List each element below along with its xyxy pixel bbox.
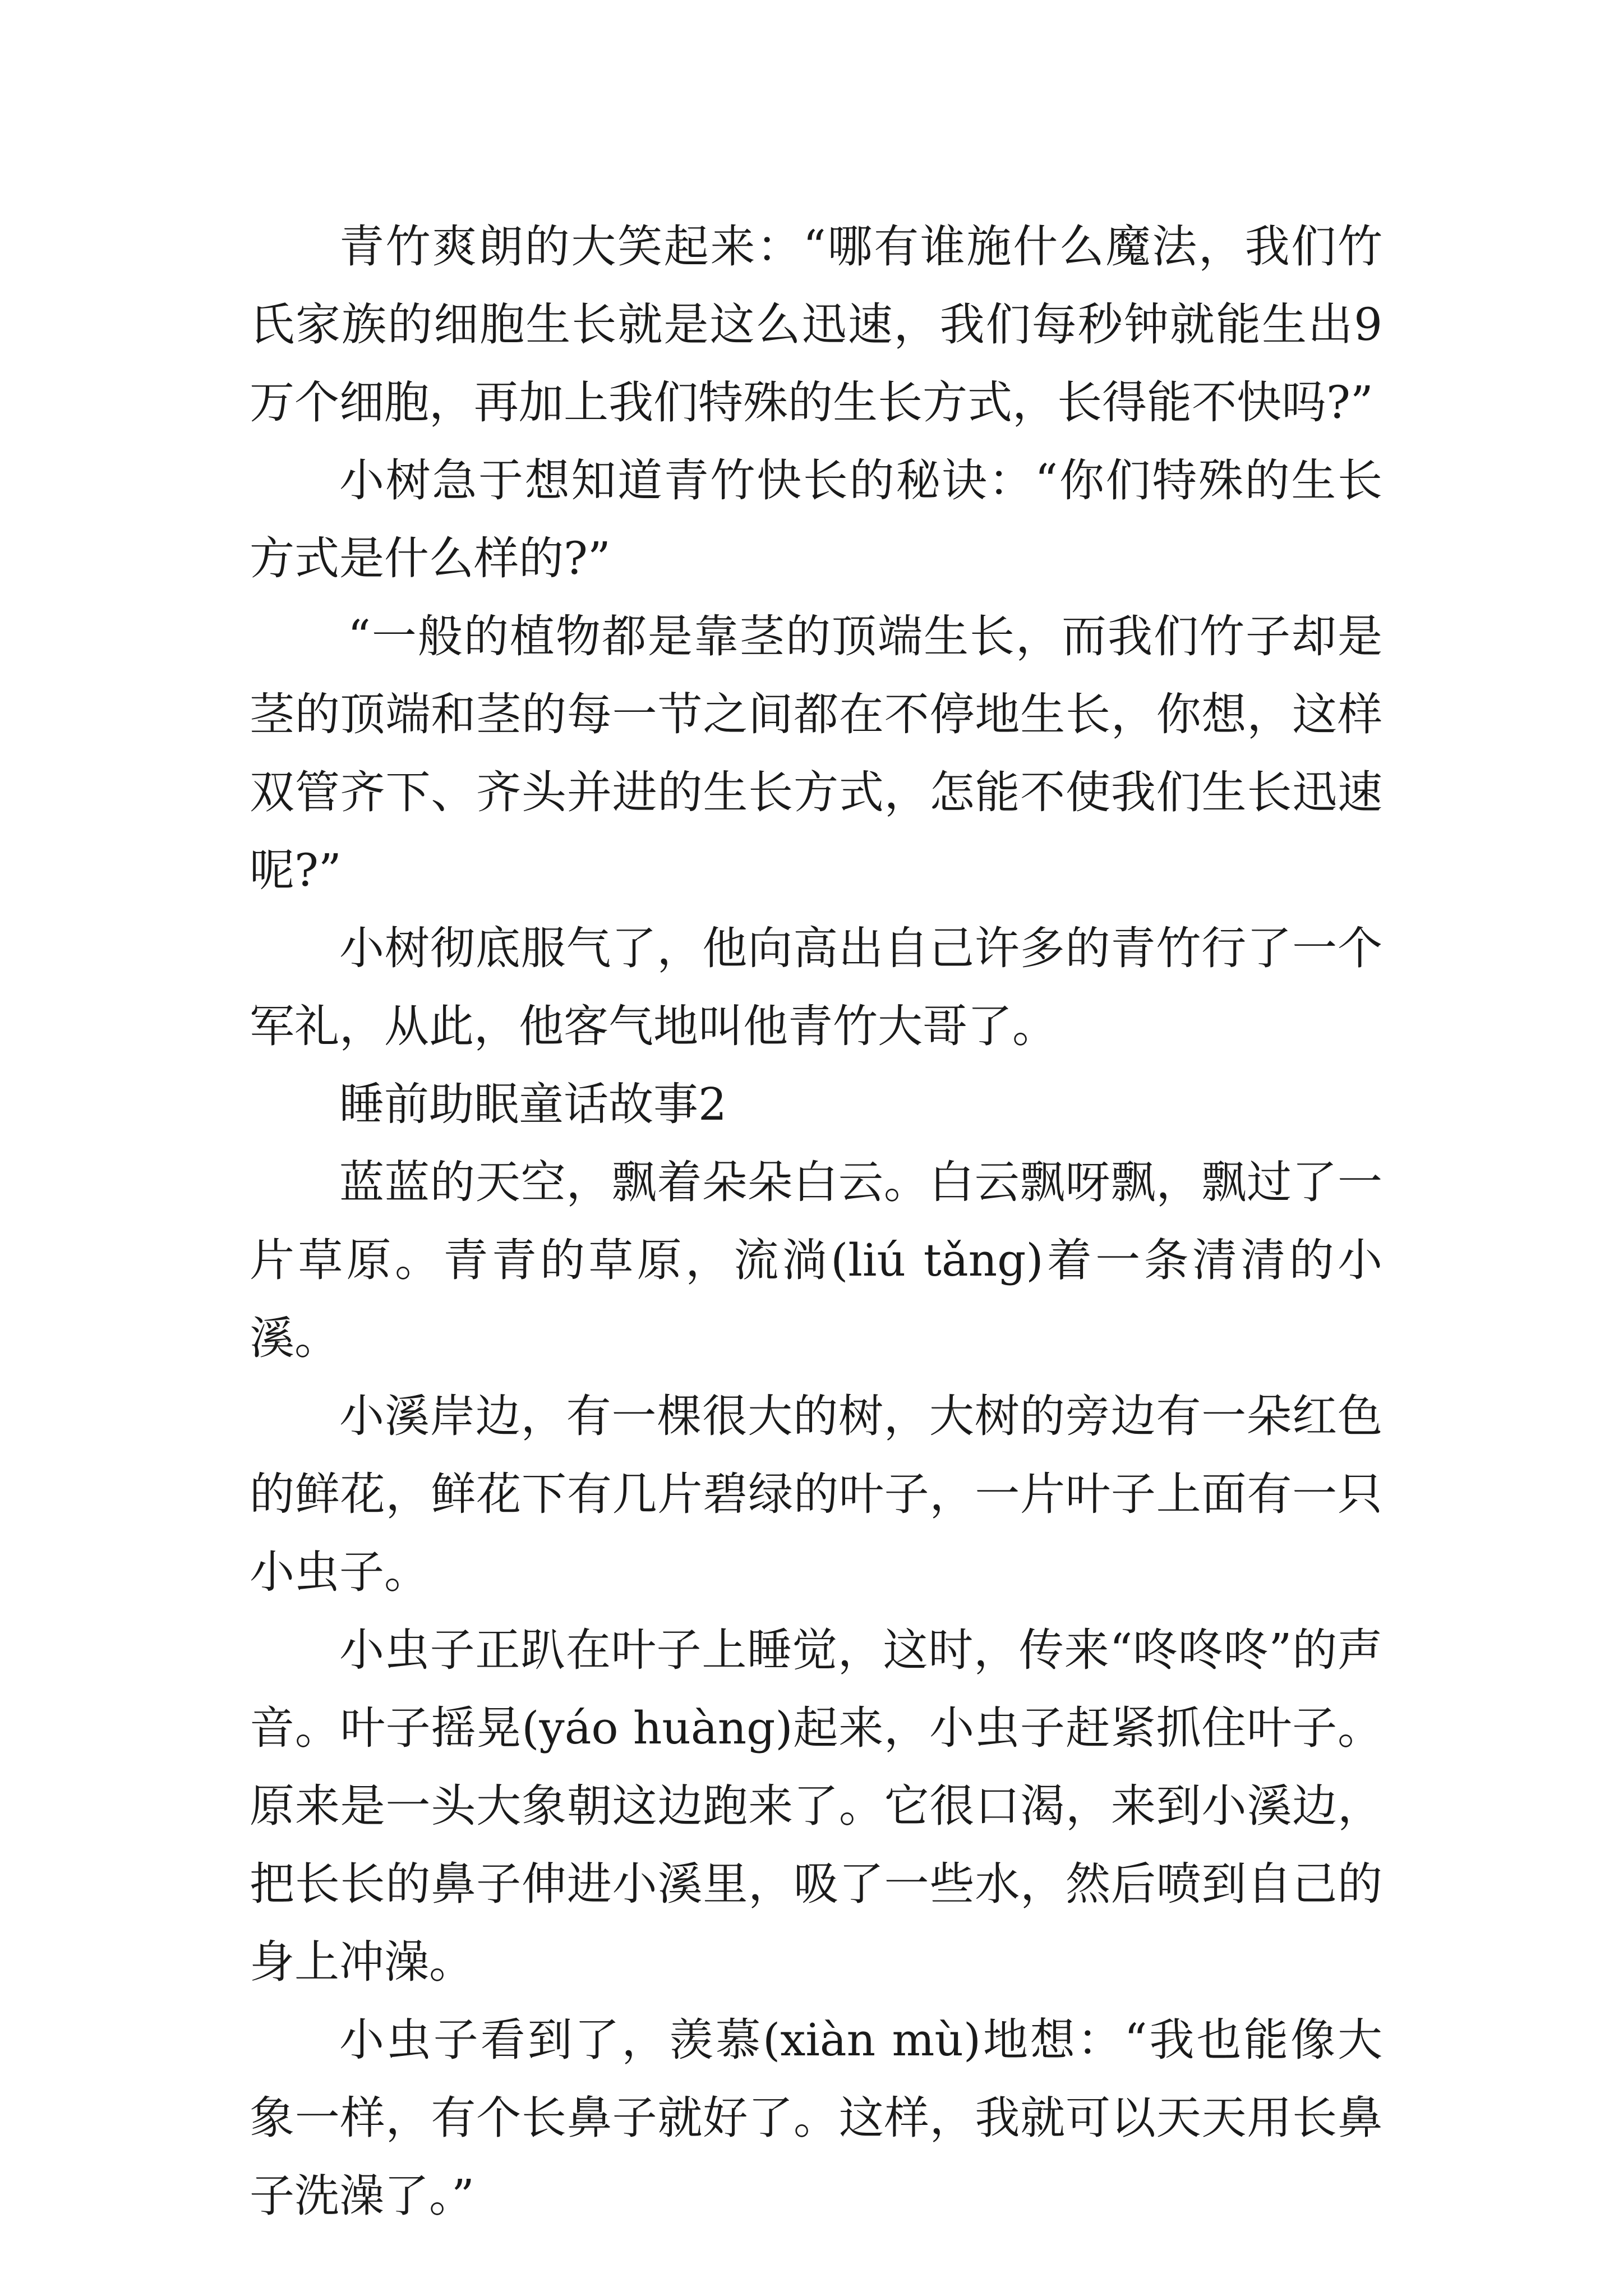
paragraph-stream-bank: 小溪岸边，有一棵很大的树，大树的旁边有一朵红色的鲜花，鲜花下有几片碧绿的叶子，一片叶子上面有一只小虫子。: [250, 1390, 1382, 1598]
paragraph-qingzhu-laugh: 青竹爽朗的大笑起来：“哪有谁施什么魔法，我们竹氏家族的细胞生长就是这么迅速，我们每秒钟就能生出9万个细胞，再加上我们特殊的生长方式，长得能不快吗?”: [250, 220, 1382, 429]
paragraph-blue-sky: 蓝蓝的天空，飘着朵朵白云。白云飘呀飘，飘过了一片草原。青青的草原，流淌(liú tǎng)着一条清清的小溪。: [250, 1156, 1382, 1364]
paragraph-bug-envy: 小虫子看到了，羡慕(xiàn mù)地想：“我也能像大象一样，有个长鼻子就好了。这样，我就可以天天用长鼻子洗澡了。”: [250, 2014, 1382, 2222]
paragraph-xiaoshu-salute: 小树彻底服气了，他向高出自己许多的青竹行了一个军礼，从此，他客气地叫他青竹大哥了。: [250, 922, 1382, 1052]
text-column: [250, 208, 1382, 2235]
story-heading: 睡前助眠童话故事2: [339, 1078, 727, 1130]
paragraph-elephant: 小虫子正趴在叶子上睡觉，这时，传来“咚咚咚”的声音。叶子摇晃(yáo huàng)起来，小虫子赶紧抓住叶子。原来是一头大象朝这边跑来了。它很口渴，来到小溪边，把长长的鼻子伸进小溪里，吸了一些水，然后喷到自己的身上冲澡。: [250, 1624, 1382, 1988]
paragraph-growth-method: “一般的植物都是靠茎的顶端生长，而我们竹子却是茎的顶端和茎的每一节之间都在不停地生长，你想，这样双管齐下、齐头并进的生长方式，怎能不使我们生长迅速呢?”: [250, 610, 1382, 896]
paragraph-xiaoshu-question: 小树急于想知道青竹快长的秘诀：“你们特殊的生长方式是什么样的?”: [250, 454, 1382, 585]
